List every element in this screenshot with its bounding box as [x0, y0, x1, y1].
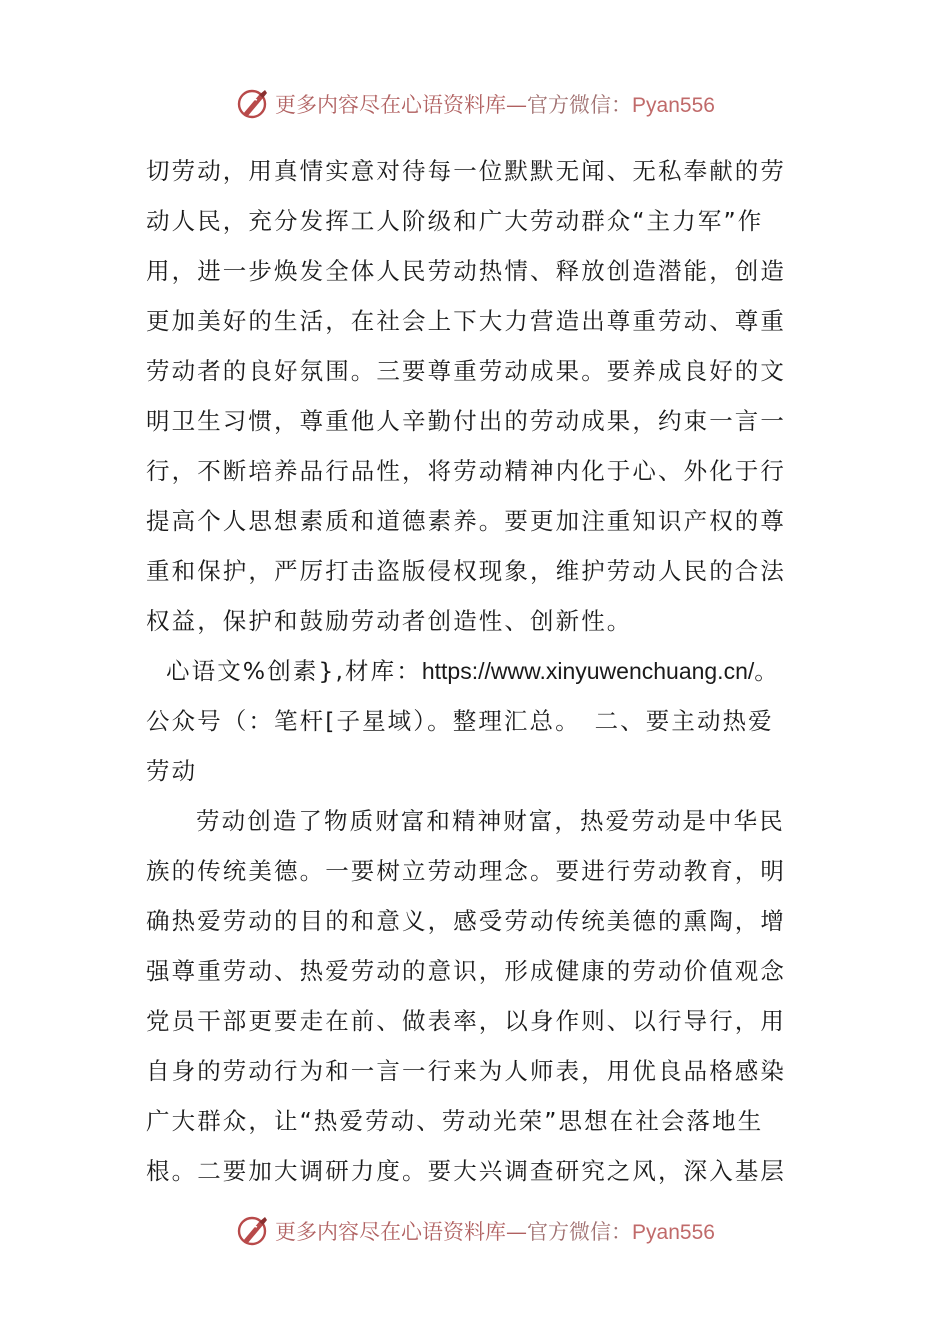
text-line: 党员干部更要走在前、做表率，以身作则、以行导行，用 [146, 1007, 786, 1035]
banner-prefix: 更多内容尽在心语资料库 [275, 1220, 507, 1244]
banner-prefix: 更多内容尽在心语资料库 [275, 93, 507, 117]
banner-official-label: 官方微信： [527, 1220, 633, 1244]
text-line: 行，不断培养品行品性，将劳动精神内化于心、外化于行 [146, 457, 786, 485]
banner-content [235, 86, 715, 122]
source-url-link[interactable]: https://www.xinyuwenchuang.cn/ [421, 658, 755, 684]
text-line: 重和保护，严厉打击盗版侵权现象，维护劳动人民的合法 [146, 557, 786, 585]
text-line: 明卫生习惯，尊重他人辛勤付出的劳动成果，约束一言一 [146, 407, 786, 435]
banner-dash: — [506, 1220, 528, 1244]
section-heading-line: 公众号（：笔杆[子星域）。整理汇总。 二、要主动热爱 [146, 707, 774, 735]
text-line: 用，进一步焕发全体人民劳动热情、释放创造潜能，创造 [146, 257, 786, 285]
text-line: 自身的劳动行为和一言一行来为人师表，用优良品格感染 [146, 1057, 786, 1085]
banner-text [275, 1216, 715, 1246]
banner-wechat-id: Pyan556 [632, 1221, 715, 1244]
pen-logo-icon [235, 86, 271, 122]
text-line: 劳动者的良好氛围。三要尊重劳动成果。要养成良好的文 [146, 357, 786, 385]
text-line: 广大群众，让“热爱劳动、劳动光荣”思想在社会落地生 [146, 1107, 764, 1135]
banner-content [235, 1213, 715, 1249]
text-line: 切劳动，用真情实意对待每一位默默无闻、无私奉献的劳 [146, 157, 786, 185]
text-line: 族的传统美德。一要树立劳动理念。要进行劳动教育，明 [146, 857, 786, 885]
text-line: 强尊重劳动、热爱劳动的意识，形成健康的劳动价值观念 [146, 957, 786, 985]
text-line: 根。二要加大调研力度。要大兴调查研究之风，深入基层 [146, 1157, 786, 1185]
banner-wechat-id: Pyan556 [632, 94, 715, 117]
text-line: 更加美好的生活，在社会上下大力营造出尊重劳动、尊重 [146, 307, 786, 335]
text-line: 确热爱劳动的目的和意义，感受劳动传统美德的熏陶，增 [146, 907, 786, 935]
paragraph-first-line: 劳动创造了物质财富和精神财富，热爱劳动是中华民 [196, 807, 785, 835]
source-line [146, 646, 806, 696]
source-prefix: 心语文%创素},材库： [166, 657, 422, 685]
banner-dash: — [506, 93, 528, 117]
text-line: 权益，保护和鼓励劳动者创造性、创新性。 [146, 607, 633, 635]
text-line: 提高个人思想素质和道德素养。要更加注重知识产权的尊 [146, 507, 786, 535]
header-banner [0, 84, 950, 124]
footer-banner [0, 1211, 950, 1251]
banner-official-label: 官方微信： [527, 93, 633, 117]
source-suffix: 。 [754, 657, 780, 685]
pen-logo-icon [235, 1213, 271, 1249]
section-heading-line: 劳动 [146, 757, 198, 785]
document-body [146, 146, 806, 1196]
text-line: 动人民，充分发挥工人阶级和广大劳动群众“主力军”作 [146, 207, 764, 235]
banner-text [275, 89, 715, 119]
